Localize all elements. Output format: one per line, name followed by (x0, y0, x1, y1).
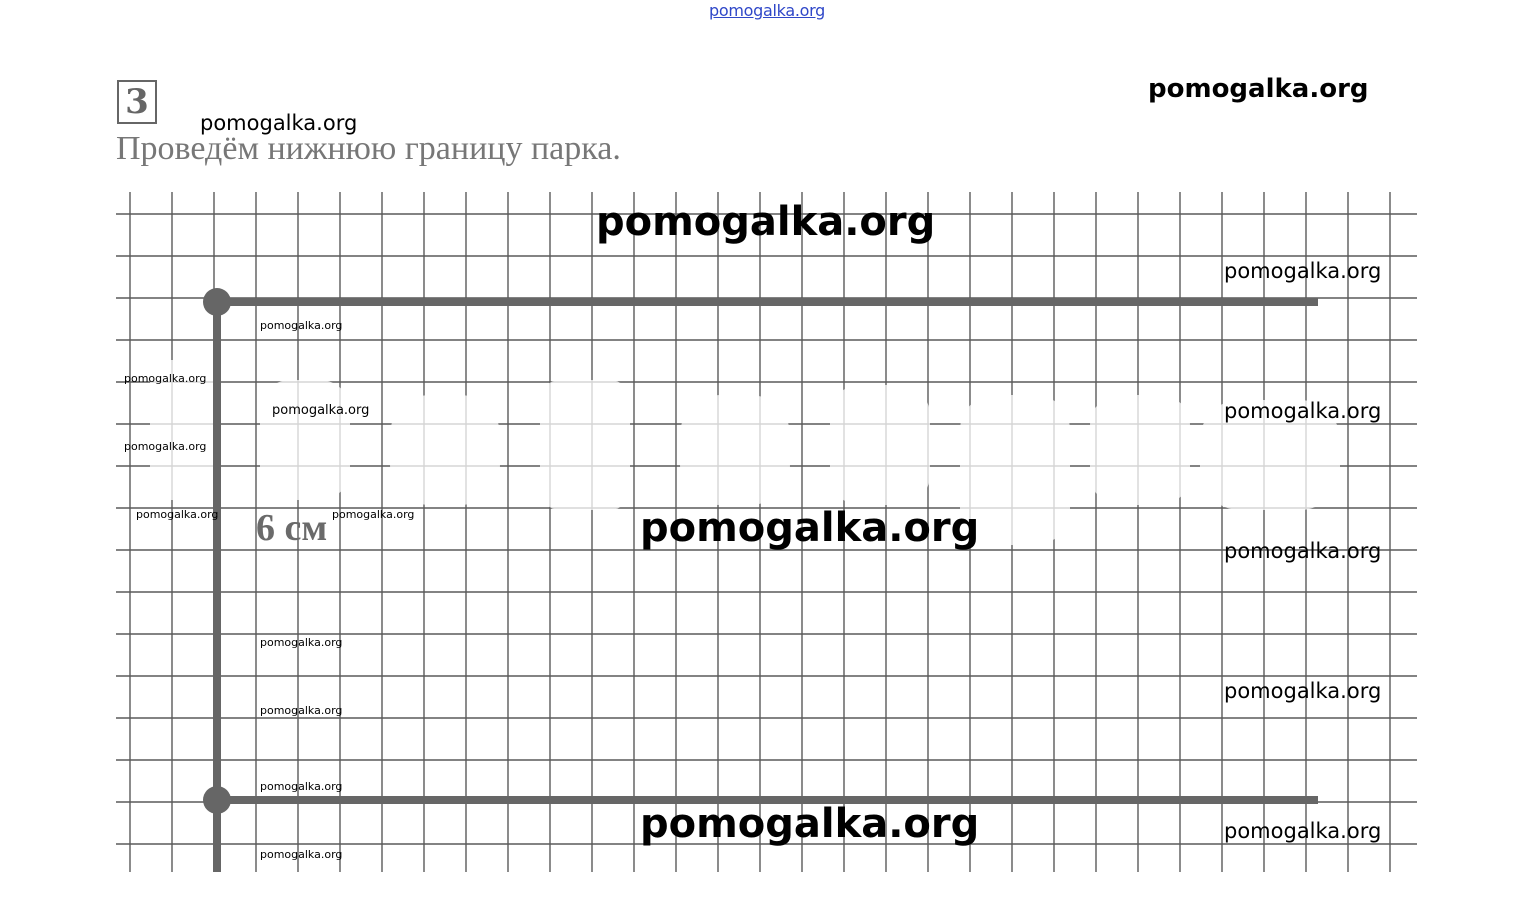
watermark-text: pomogalka.org (260, 319, 343, 332)
watermark-text: pomogalka.org (200, 111, 358, 135)
watermark-text: pomogalka.org (332, 508, 415, 521)
watermark-text: pomogalka.org (272, 403, 370, 418)
watermark-text: pomogalka.org (1224, 539, 1382, 563)
watermark-text: pomogalka.org (260, 780, 343, 793)
watermark-text: pomogalka.org (1224, 679, 1382, 703)
distance-label: 6 см (256, 507, 328, 549)
watermark-text: pomogalka.org (124, 372, 207, 385)
watermark-text: pomogalka.org (124, 440, 207, 453)
watermark-text: pomogalka.org (1148, 74, 1369, 104)
watermark-text: pomogalka.org (1224, 819, 1382, 843)
watermark-text: pomogalka.org (260, 848, 343, 861)
watermark-text: pomogalka.org (136, 508, 219, 521)
task-instruction: Проведём нижнюю границу парка. (116, 130, 621, 167)
watermark-text: pomogalka.org (1224, 399, 1382, 423)
watermark-text: pomogalka.org (1224, 259, 1382, 283)
watermark-text: pomogalka.org (640, 505, 980, 551)
watermark-text: pomogalka.org (596, 199, 936, 245)
watermark-text: pomogalka.org (260, 704, 343, 717)
park-corner-top-dot (203, 288, 231, 316)
watermark-text: pomogalka.org (260, 636, 343, 649)
park-corner-bottom-dot (203, 786, 231, 814)
watermark-text: pomogalka.org (640, 801, 980, 847)
site-link[interactable]: pomogalka.org (709, 1, 825, 20)
task-number-box: 3 (117, 80, 157, 124)
